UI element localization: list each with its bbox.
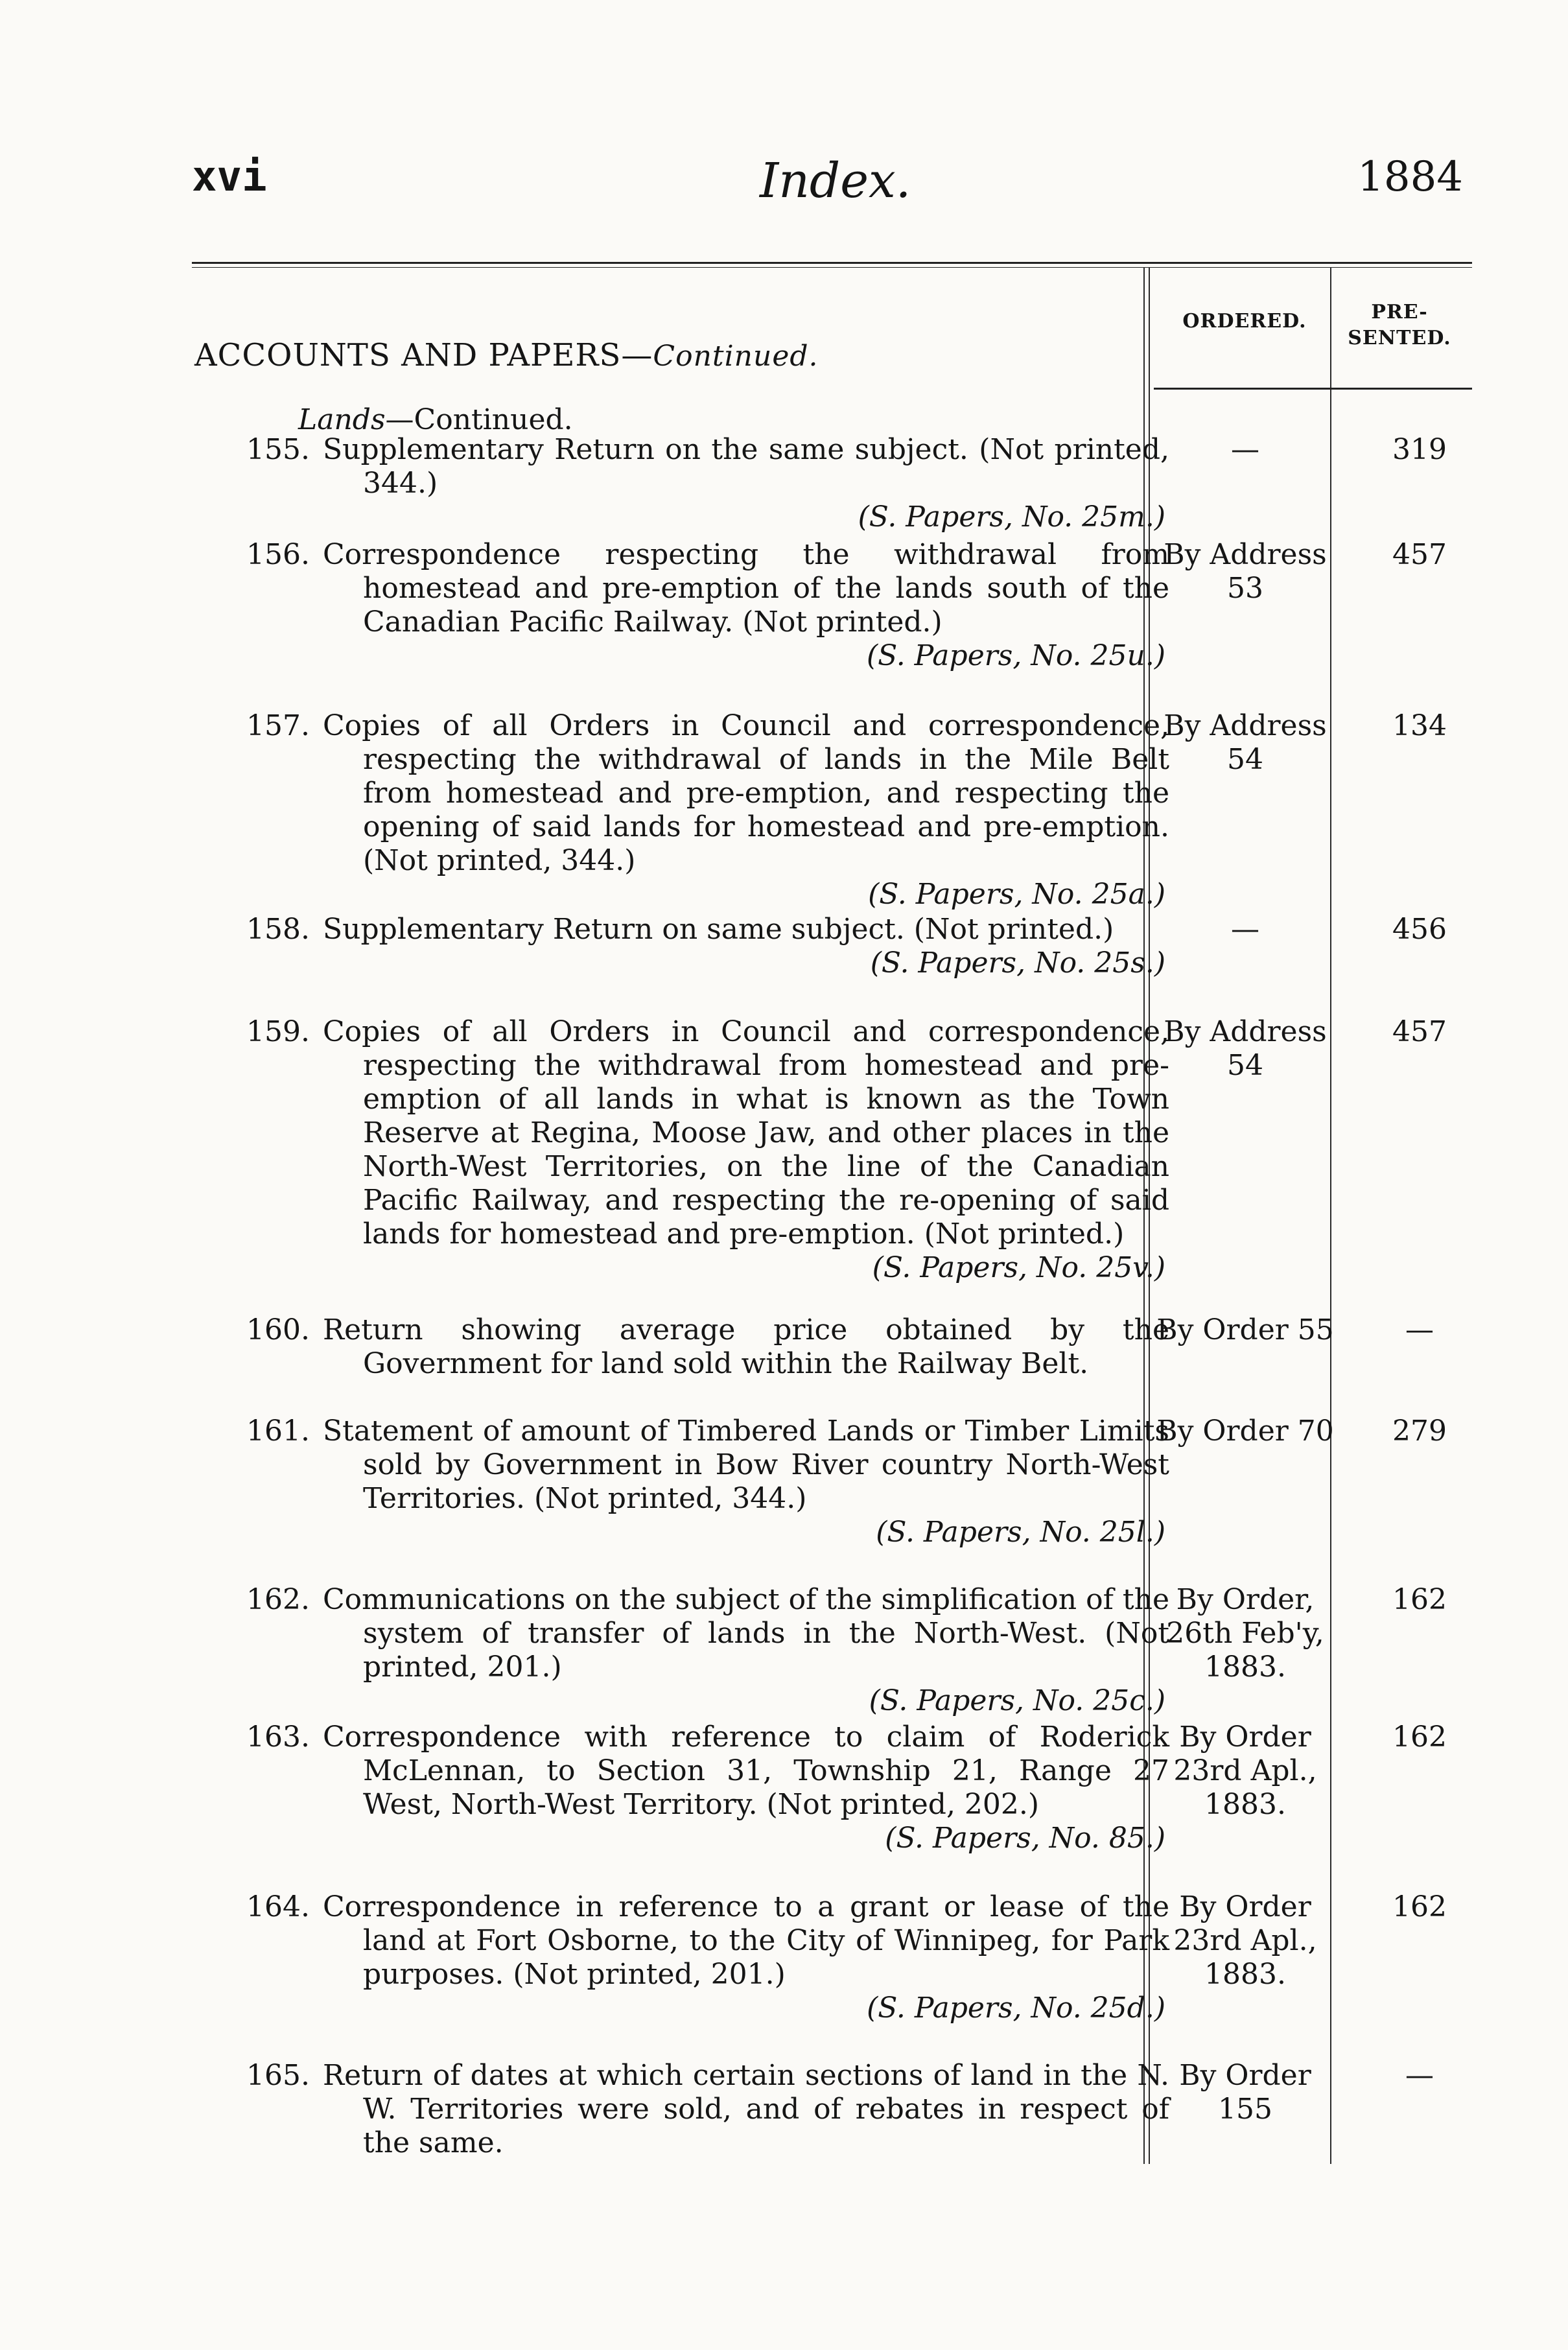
entry-body: [323, 1890, 1169, 2025]
entry-presented: 319: [1392, 433, 1447, 466]
entry-presented: —: [1405, 1313, 1434, 1346]
page-title: Index.: [760, 153, 911, 209]
entry-number: 164.: [246, 1890, 310, 1923]
subhead: [298, 403, 573, 436]
entry-ordered: By Order 155: [1179, 2059, 1311, 2126]
column-heading-presented: [1331, 300, 1468, 351]
entry-ref: (S. Papers, No. 25u.): [866, 639, 1165, 672]
column-heading-ordered: ORDERED.: [1182, 310, 1307, 333]
entry-number: 157.: [246, 709, 310, 742]
entry-ordered: By Order 70: [1156, 1415, 1334, 1448]
entry-body: [323, 1721, 1169, 1855]
header-rule: [192, 262, 1472, 264]
entry-presented: 279: [1392, 1415, 1447, 1448]
entry-body: [323, 913, 1169, 980]
entry-presented: 162: [1392, 1583, 1447, 1616]
section-title-text: ACCOUNTS AND PAPERS—: [194, 337, 653, 373]
header-rule-thin: [192, 267, 1472, 268]
subhead-label: Lands: [298, 403, 386, 436]
entry-ref: (S. Papers, No. 25l.): [876, 1516, 1165, 1549]
entry-text: Correspondence respecting the withdrawal from homestead and pre-emption of the lands south of the Canadian Pacific Railway. (Not printed.): [323, 538, 1169, 639]
entry-presented: —: [1405, 2059, 1434, 2092]
entry-ordered: By Address 53: [1164, 538, 1327, 605]
entry-number: 158.: [246, 913, 310, 946]
entry-body: [323, 1015, 1169, 1285]
entry-ordered: By Order, 26th Feb'y, 1883.: [1166, 1583, 1324, 1684]
entry-text: Return showing average price obtained by the Government for land sold within the Railway Belt.: [323, 1313, 1169, 1380]
entry-number: 165.: [246, 2059, 310, 2092]
entry-text: Communications on the subject of the simplification of the system of transfer of lands in the North-West. (Not printed, 201.): [323, 1583, 1169, 1684]
entry-ordered: By Order 23rd Apl., 1883.: [1173, 1721, 1317, 1821]
entry-ordered: —: [1231, 913, 1259, 946]
page-year: 1884: [1357, 153, 1463, 201]
entry-ref: (S. Papers, No. 85.): [885, 1822, 1165, 1855]
entry-presented: 457: [1392, 538, 1447, 571]
entry-body: [323, 1313, 1169, 1381]
entry-ordered: —: [1231, 433, 1259, 466]
entry-text: Correspondence in reference to a grant or lease of the land at Fort Osborne, to the City of Winnipeg, for Park purposes. (Not printed, 201.): [323, 1890, 1169, 1991]
entry-text: Copies of all Orders in Council and correspondence, respecting the withdrawal from homestead and pre-emption of all lands in what is known as the Town Reserve at Regina, Moose Jaw, and other places in the North-West Territories, on the line of the Canadian Pacific Railway, and respecting the re-opening of said lands for homestead and pre-emption. (Not printed.): [323, 1015, 1169, 1251]
page-number: xvi: [192, 153, 267, 201]
entry-ref: (S. Papers, No. 25a.): [868, 878, 1165, 911]
entry-number: 156.: [246, 538, 310, 571]
entry-body: [323, 2059, 1169, 2160]
entry-text: Return of dates at which certain sections of land in the N. W. Territories were sold, and of rebates in respect of the same.: [323, 2059, 1169, 2159]
column-heading-presented-line2: SENTED.: [1348, 327, 1451, 349]
entry-body: [323, 1583, 1169, 1718]
entry-ordered: By Order 55: [1156, 1313, 1334, 1346]
entry-ordered: By Address 54: [1164, 1015, 1327, 1082]
entry-number: 162.: [246, 1583, 310, 1616]
entry-text: Copies of all Orders in Council and correspondence, respecting the withdrawal of lands in the Mile Belt from homestead and pre-emption, and respecting the opening of said lands for homestead and pre-emption. (Not printed, 344.): [323, 709, 1169, 877]
entry-ref: (S. Papers, No. 25v.): [872, 1251, 1165, 1284]
section-title: [194, 337, 819, 373]
entry-body: [323, 709, 1169, 911]
entry-presented: 134: [1392, 709, 1447, 742]
entry-presented: 457: [1392, 1015, 1447, 1048]
entry-number: 161.: [246, 1415, 310, 1448]
entry-number: 155.: [246, 433, 310, 466]
section-continued: Continued.: [653, 340, 819, 373]
entry-body: [323, 433, 1169, 534]
entry-presented: 456: [1392, 913, 1447, 946]
subhead-suffix: —Continued.: [385, 403, 573, 436]
entry-number: 163.: [246, 1721, 310, 1754]
entry-text: Correspondence with reference to claim of Roderick McLennan, to Section 31, Township 21, Range 27 West, North-West Territory. (Not printed, 202.): [323, 1721, 1169, 1821]
column-heading-rule: [1154, 388, 1472, 390]
entry-ordered: By Order 23rd Apl., 1883.: [1173, 1890, 1317, 1991]
entry-number: 160.: [246, 1313, 310, 1346]
entry-ref: (S. Papers, No. 25c.): [869, 1684, 1165, 1717]
column-heading-presented-line1: PRE-: [1371, 301, 1428, 323]
entry-ordered: By Address 54: [1164, 709, 1327, 776]
entry-text: Supplementary Return on same subject. (Not printed.): [323, 913, 1114, 946]
entry-body: [323, 538, 1169, 673]
entry-presented: 162: [1392, 1890, 1447, 1923]
entry-presented: 162: [1392, 1721, 1447, 1754]
entry-number: 159.: [246, 1015, 310, 1048]
entry-text: Statement of amount of Timbered Lands or Timber Limits sold by Government in Bow River country North-West Territories. (Not printed, 344.): [323, 1415, 1169, 1515]
entry-ref: (S. Papers, No. 25d.): [867, 1992, 1165, 2025]
entry-body: [323, 1415, 1169, 1549]
entry-ref: (S. Papers, No. 25m.): [858, 500, 1165, 534]
entry-text: Supplementary Return on the same subject. (Not printed, 344.): [323, 433, 1169, 500]
entry-ref: (S. Papers, No. 25s.): [870, 946, 1165, 980]
